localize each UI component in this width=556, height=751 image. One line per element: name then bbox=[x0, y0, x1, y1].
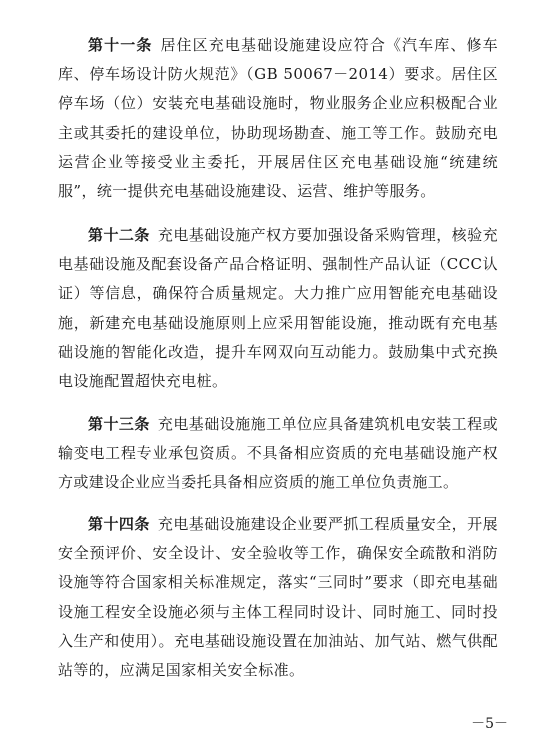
article-14-text: 充电基础设施建设企业要严抓工程质量安全，开展安全预评价、安全设计、安全验收等工作，确保安全疏散和消防设施等符合国家相关标准规定，落实“三同时”要求（即充电基础设施工程安全设施必须与主体工程同时设计、同时施工、同时投入生产和使用）。充电基础设施设置在加油站、加气站、燃气供配站等的，应满足国家相关安全标准。 bbox=[58, 515, 498, 680]
article-11 bbox=[58, 31, 498, 206]
article-13 bbox=[58, 410, 498, 498]
article-12 bbox=[58, 221, 498, 396]
article-12-heading: 第十二条 bbox=[88, 226, 150, 244]
article-11-text: 居住区充电基础设施建设应符合《汽车库、修车库、停车场设计防火规范》（GB 50067－2014）要求。居住区停车场（位）安装充电基础设施时，物业服务企业应积极配合业主或其委托的建设单位，协助现场勘查、施工等工作。鼓励充电运营企业等接受业主委托，开展居住区充电基础设施“统建统服”，统一提供充电基础设施建设、运营、维护等服务。 bbox=[58, 36, 498, 201]
page-number: －5－ bbox=[471, 716, 508, 732]
article-12-text: 充电基础设施产权方要加强设备采购管理，核验充电基础设施及配套设备产品合格证明、强制性产品认证（CCC认证）等信息，确保符合质量规定。大力推广应用智能充电基础设施，新建充电基础设施原则上应采用智能设施，推动既有充电基础设施的智能化改造，提升车网双向互动能力。鼓励集中式充换电设施配置超快充电桩。 bbox=[58, 226, 498, 391]
article-14-heading: 第十四条 bbox=[88, 515, 150, 533]
article-13-heading: 第十三条 bbox=[88, 415, 150, 433]
article-14 bbox=[58, 510, 498, 685]
article-13-text: 充电基础设施施工单位应具备建筑机电安装工程或输变电工程专业承包资质。不具备相应资质的充电基础设施产权方或建设企业应当委托具备相应资质的施工单位负责施工。 bbox=[58, 415, 498, 492]
article-11-heading: 第十一条 bbox=[88, 36, 153, 54]
